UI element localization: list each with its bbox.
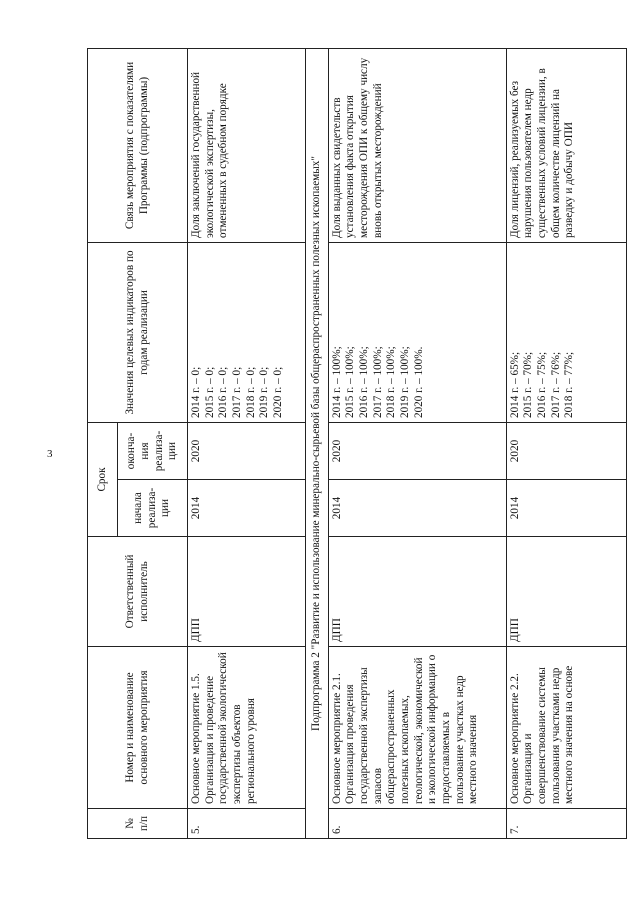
row-start: 2014 [506,480,626,537]
target-line: 2014 г. – 65%; [508,351,521,418]
section-header-row [306,49,329,839]
row-name: Основное мероприятие 1.5. Организация и проведение государственной экологической экспертизы объектов регионального уровня [188,647,306,809]
row-link: Доля заключений государственной экологической экспертизы, отмененных в судебном порядке [188,49,306,243]
header-executor: Ответственный исполнитель [88,537,188,647]
target-line: 2019 г. – 0; [258,366,271,418]
row-link: Доля выданных свидетельств установления факта открытия месторождения ОПИ к общему числу вновь открытых месторождений [328,49,506,243]
target-line: 2018 г. – 0; [244,366,257,418]
target-line: 2015 г. – 100%; [344,346,357,418]
target-line: 2017 г. – 100%; [371,346,384,418]
row-num: 5. [188,809,306,839]
rotated-table-wrapper [87,49,633,839]
row-executor: ДПП [506,537,626,647]
header-term-start: начала реализа-ции [118,480,188,537]
header-targets: Значения целевых индикаторов по годам реализации [88,243,188,423]
table-row [188,49,306,839]
table-row [506,49,626,839]
row-name: Основное мероприятие 2.2. Организация и совершенствование системы пользования участками недр местного значения на основе [506,647,626,809]
row-end: 2020 [188,423,306,480]
target-line: 2018 г. – 100%; [385,346,398,418]
target-line: 2015 г. – 0; [203,366,216,418]
target-line: 2016 г. – 0; [217,366,230,418]
row-num: 6. [328,809,506,839]
target-line: 2017 г. – 0; [230,366,243,418]
row-executor: ДПП [188,537,306,647]
target-line: 2014 г. – 0; [190,366,202,418]
row-targets [188,243,306,423]
target-line: 2017 г. – 76%; [549,351,562,418]
header-term-end: оконча-ния реализа-ции [118,423,188,480]
row-start: 2014 [188,480,306,537]
row-targets [328,243,506,423]
target-line: 2020 г. – 0; [271,366,284,418]
page-number: 3 [47,448,53,460]
target-line: 2014 г. – 100%; [330,346,343,418]
row-end: 2020 [506,423,626,480]
target-line: 2016 г. – 75%; [535,351,548,418]
target-line: 2018 г. – 77%; [563,351,576,418]
header-name: Номер и наименование основного мероприятия [88,647,188,809]
header-term: Срок [88,423,118,537]
target-line: 2020 г. – 100%. [412,346,425,418]
table-row [328,49,506,839]
row-num: 7. [506,809,626,839]
row-targets [506,243,626,423]
header-link: Связь мероприятия с показателями Программы (подпрограммы) [88,49,188,243]
target-line: 2019 г. – 100%; [398,346,411,418]
target-line: 2016 г. – 100%; [357,346,370,418]
section-header: Подпрограмма 2 "Развитие и использование минерально-сырьевой базы общераспространенных полезных ископаемых" [306,49,329,839]
row-executor: ДПП [328,537,506,647]
target-line: 2015 г. – 70%; [522,351,535,418]
row-name: Основное мероприятие 2.1. Организация проведения государственной экспертизы запасов общераспространенных полезных ископаемых, геологической, экономической и экологической информации о предоставляемых в пользование участках недр местного значения [328,647,506,809]
row-end: 2020 [328,423,506,480]
row-start: 2014 [328,480,506,537]
header-num: № п/п [88,809,188,839]
row-link: Доля лицензий, реализуемых без нарушения пользователем недр существенных условий лицензии, в общем количестве лицензий на разведку и добычу ОПИ [506,49,626,243]
measures-table [87,48,627,839]
